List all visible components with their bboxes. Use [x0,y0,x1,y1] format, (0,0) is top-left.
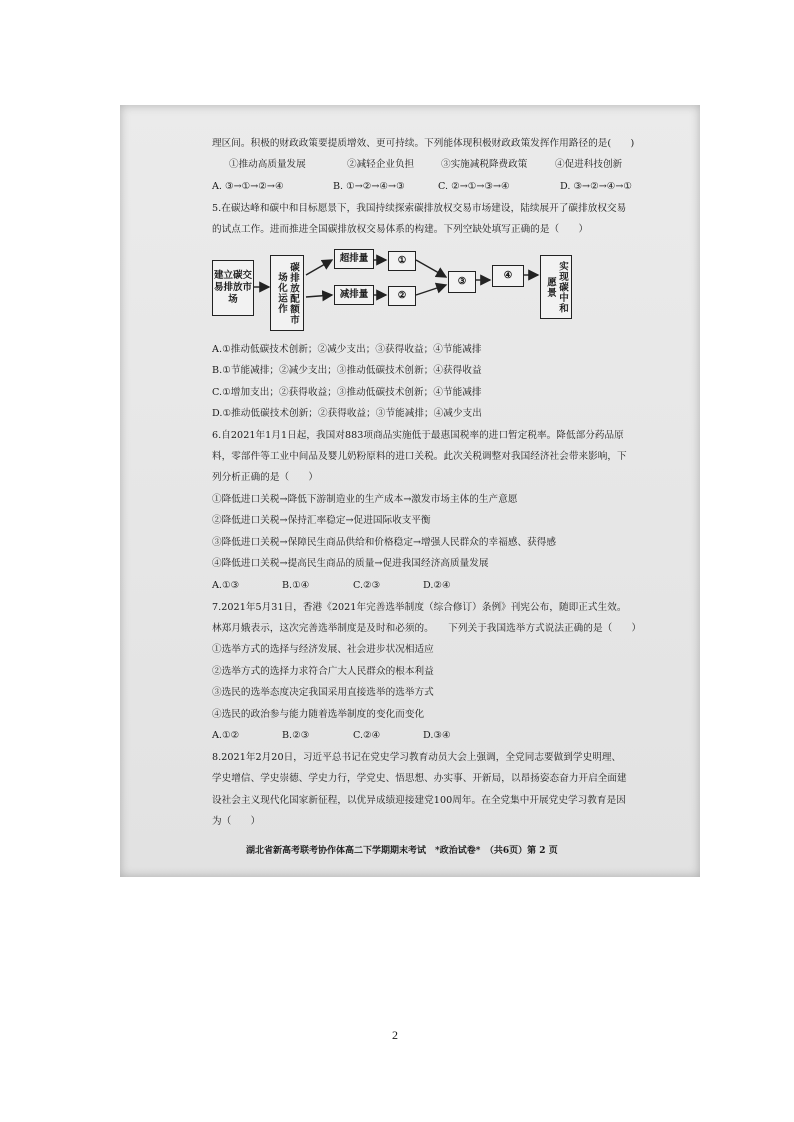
q4-item: ④促进科技创新 [555,159,623,170]
q4-option: B. ①→②→④→③ [333,181,405,192]
goal-box-text: 实现碳中和愿景 [545,260,568,314]
q7-item: ③选民的选举态度决定我国采用直接选举的选举方式 [212,687,434,698]
page-number: 2 [392,1028,398,1042]
q8-stem-line: 设社会主义现代化国家新征程，以优异成绩迎接建党100周年。在全党集中开展党史学习教育是因 [212,795,626,806]
exam-footer: 湖北省新高考联考协作体高二下学期期末考试 *政治试卷* （共6页）第 2 页 [246,846,558,856]
scanned-exam-page [120,105,700,877]
q5-option: B.①节能减排；②减少支出；③推动低碳技术创新；④获得收益 [212,365,482,376]
q4-option: A. ③→①→②→④ [212,181,284,192]
blank-box-1: ① [388,251,416,271]
q4-option: D. ③→②→④→① [560,181,632,192]
q7-stem-line: 林郑月娥表示，这次完善选举制度是及时和必须的。 下列关于我国选举方式说法正确的是（ ） [212,623,642,634]
q8-stem-line: 学史增信、学史崇德、学史力行，学党史、悟思想、办实事、开新局，以昂扬姿态奋力开启全面建 [212,773,627,784]
q6-stem-line: 6.自2021年1月1日起，我国对883项商品实施低于最惠国税率的进口暂定税率。降低部分药品原 [212,430,624,441]
q6-option: B.①④ [282,580,310,591]
blank-box-4: ④ [492,265,524,287]
q6-item: ③降低进口关税→保障民生商品供给和价格稳定→增强人民群众的幸福感、获得感 [212,537,557,548]
q4-item: ②减轻企业负担 [347,159,415,170]
q4-item: ①推动高质量发展 [229,159,306,170]
q7-item: ①选举方式的选择与经济发展、社会进步状况相适应 [212,644,434,655]
q7-option: A.①② [212,730,240,741]
blank-box-3: ③ [448,271,476,293]
q5-option: A.①推动低碳技术创新；②减少支出；③获得收益；④节能减排 [212,344,482,355]
q4-option: C. ②→①→③→④ [438,181,510,192]
box-over-emission: 超排量 [334,249,374,269]
q7-option: D.③④ [423,730,451,741]
q6-item: ④降低进口关税→提高民生商品的质量→促进我国经济高质量发展 [212,558,489,569]
q5-stem-line: 5.在碳达峰和碳中和目标愿景下，我国持续探索碳排放权交易市场建设，陆续展开了碳排放权交易 [212,203,627,214]
q7-stem-line: 7.2021年5月31日，香港《2021年完善选举制度（综合修订）条例》刊宪公布，随即正式生效。 [212,602,627,613]
q7-item: ④选民的政治参与能力随着选举制度的变化而变化 [212,709,425,720]
q6-option: D.②④ [423,580,451,591]
q7-option: B.②③ [282,730,310,741]
q7-option: C.②④ [353,730,381,741]
goal-box-carbon-neutral [540,255,572,319]
q8-stem-line: 8.2021年2月20日，习近平总书记在党史学习教育动员大会上强调，全党同志要做到学史明理、 [212,752,622,763]
q7-item: ②选举方式的选择力求符合广大人民群众的根本利益 [212,666,434,677]
q6-option: A.①③ [212,580,240,591]
q8-stem-line: 为（ ） [212,816,261,827]
q4-item: ③实施减税降费政策 [441,159,528,170]
box-quota-text: 碳排放配额市场化运作 [276,261,299,325]
q5-option: D.①推动低碳技术创新；②获得收益；③节能减排；④减少支出 [212,408,482,419]
q6-item: ①降低进口关税→降低下游制造业的生产成本→激发市场主体的生产意愿 [212,494,518,505]
q4-stem: 理区间。积极的财政政策要提质增效、更可持续。下列能体现积极财政政策发挥作用路径的是( ) [212,138,635,149]
q5-stem-line: 的试点工作。进而推进全国碳排放权交易体系的构建。下列空缺处填写正确的是（ ） [212,224,589,235]
box-emission-reduction: 减排量 [334,285,374,305]
q6-option: C.②③ [353,580,381,591]
q5-flow-arrows [120,105,700,345]
box-quota-market-operation [270,255,304,331]
q6-stem-line: 列分析正确的是（ ） [212,472,319,483]
q6-item: ②降低进口关税→保持汇率稳定→促进国际收支平衡 [212,515,431,526]
q5-option: C.①增加支出；②获得收益；③推动低碳技术创新；④节能减排 [212,387,482,398]
start-box-establish-market: 建立碳交易排放市场 [212,260,254,316]
q6-stem-line: 料，零部件等工业中间品及婴儿奶粉原料的进口关税。此次关税调整对我国经济社会带来影响，下 [212,451,627,462]
blank-box-2: ② [388,286,416,306]
